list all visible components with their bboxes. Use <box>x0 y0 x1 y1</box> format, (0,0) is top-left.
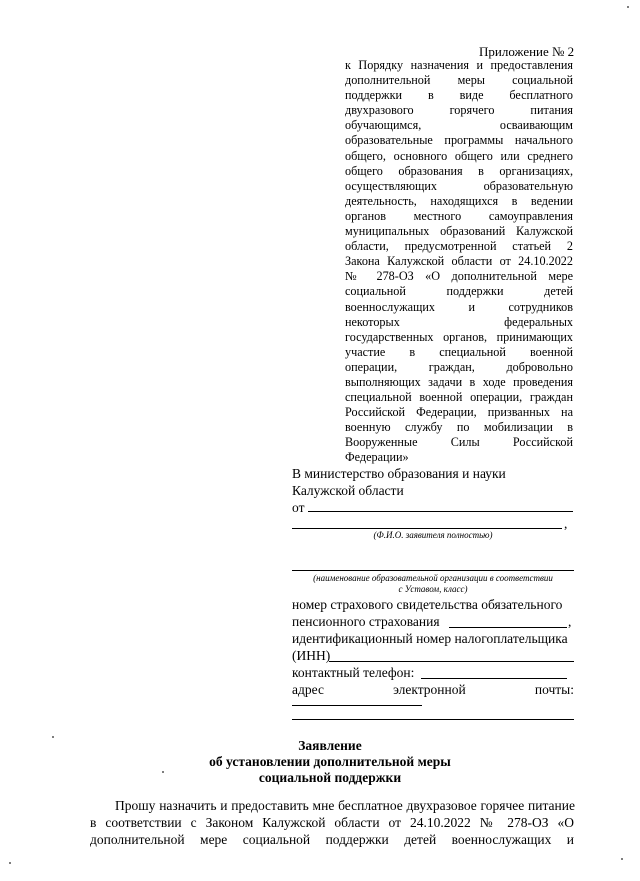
from-fill-line[interactable] <box>308 511 573 512</box>
appendix-line: осуществляющих образовательную <box>345 178 573 193</box>
appendix-line: обучающимся, осваивающим <box>345 118 573 133</box>
appendix-line: поддержки в виде бесплатного <box>345 88 573 103</box>
heading-title: Заявление <box>298 738 362 753</box>
snils-fill-line[interactable] <box>449 627 567 628</box>
appendix-line: № 278-ОЗ «О дополнительной мере <box>345 269 573 284</box>
appendix-line: образовательные программы начального <box>345 133 573 148</box>
appendix-line: муниципальных образований Калужской <box>345 224 573 239</box>
appendix-line: Федерации» <box>345 450 409 465</box>
appendix-line: операции, граждан, добровольно <box>345 359 573 374</box>
scan-speck <box>162 771 164 773</box>
appendix-line: социальной поддержки детей <box>345 284 573 299</box>
email-label-word-1: адрес <box>292 682 324 697</box>
appendix-line: дополнительной меры социальной <box>345 73 573 88</box>
body-line-2: в соответствии с Законом Калужской области от 24.10.2022 № 278-ОЗ «О <box>90 815 574 830</box>
appendix-line: Вооруженные Силы Российской <box>345 435 573 450</box>
appendix-line: военную службу по мобилизации в <box>345 420 573 435</box>
inn-fill-line[interactable] <box>329 661 574 662</box>
org-fill-line[interactable] <box>292 570 574 571</box>
appendix-line: общего, основного общего или среднего <box>345 148 573 163</box>
appendix-line: к Порядку назначения и предоставления <box>345 58 573 72</box>
appendix-line: выполняющих задачи в ходе проведения <box>345 374 573 389</box>
snils-label-1: номер страхового свидетельства обязательного <box>292 597 563 612</box>
inn-label-1: идентификационный номер налогоплательщика <box>292 631 568 646</box>
appendix-line: Российской Федерации, призванных на <box>345 405 573 420</box>
appendix-line: военнослужащих и сотрудников <box>345 299 573 314</box>
scan-speck <box>621 858 623 860</box>
email-fill-line[interactable] <box>292 705 422 706</box>
heading-line-3: социальной поддержки <box>258 770 402 785</box>
fio-comma: , <box>564 516 568 531</box>
appendix-title: Приложение № 2 <box>479 44 575 59</box>
scan-speck <box>627 6 629 8</box>
body-line-1: Прошу назначить и предоставить мне бесплатное двухразовое горячее питание <box>115 798 575 813</box>
appendix-line: некоторых федеральных <box>345 314 573 329</box>
appendix-line: Закона Калужской области от 24.10.2022 <box>345 254 573 269</box>
scan-speck <box>9 862 11 864</box>
heading-line-2: об установлении дополнительной меры <box>209 754 451 769</box>
fio-caption: (Ф.И.О. заявителя полностью) <box>373 530 493 540</box>
phone-fill-line[interactable] <box>421 678 567 679</box>
recipient-line-1: В министерство образования и науки <box>292 466 506 481</box>
phone-label: контактный телефон: <box>292 665 415 680</box>
extra-fill-line[interactable] <box>292 719 574 720</box>
org-caption-2: с Уставом, класс) <box>398 584 468 594</box>
appendix-line: двухразового горячего питания <box>345 103 573 118</box>
scan-speck <box>52 736 54 738</box>
recipient-line-2: Калужской области <box>292 483 404 498</box>
snils-comma: , <box>568 614 572 629</box>
appendix-line: области, предусмотренной статьей 2 <box>345 239 573 254</box>
org-caption-1: (наименование образовательной организации в соответствии <box>313 573 553 583</box>
appendix-line: органов местного самоуправления <box>345 208 573 223</box>
from-label: от <box>292 500 305 515</box>
appendix-line: государственных органов, принимающих <box>345 329 573 344</box>
appendix-line: деятельность, находящихся в ведении <box>345 193 573 208</box>
from-row <box>292 500 574 516</box>
snils-label-2: пенсионного страхования <box>292 614 440 629</box>
email-label-word-2: электронной <box>393 682 466 697</box>
email-label-word-3: почты: <box>534 682 574 697</box>
appendix-line: специальной военной операции, граждан <box>345 390 573 405</box>
appendix-text <box>345 58 573 466</box>
appendix-line: участие в специальной военной <box>345 344 573 359</box>
email-row <box>292 682 574 698</box>
appendix-line: общего образования в организациях, <box>345 163 573 178</box>
inn-label-2: (ИНН) <box>292 648 331 663</box>
fio-fill-line[interactable] <box>292 528 562 529</box>
body-line-3: дополнительной мере социальной поддержки детей военнослужащих и <box>90 832 574 847</box>
